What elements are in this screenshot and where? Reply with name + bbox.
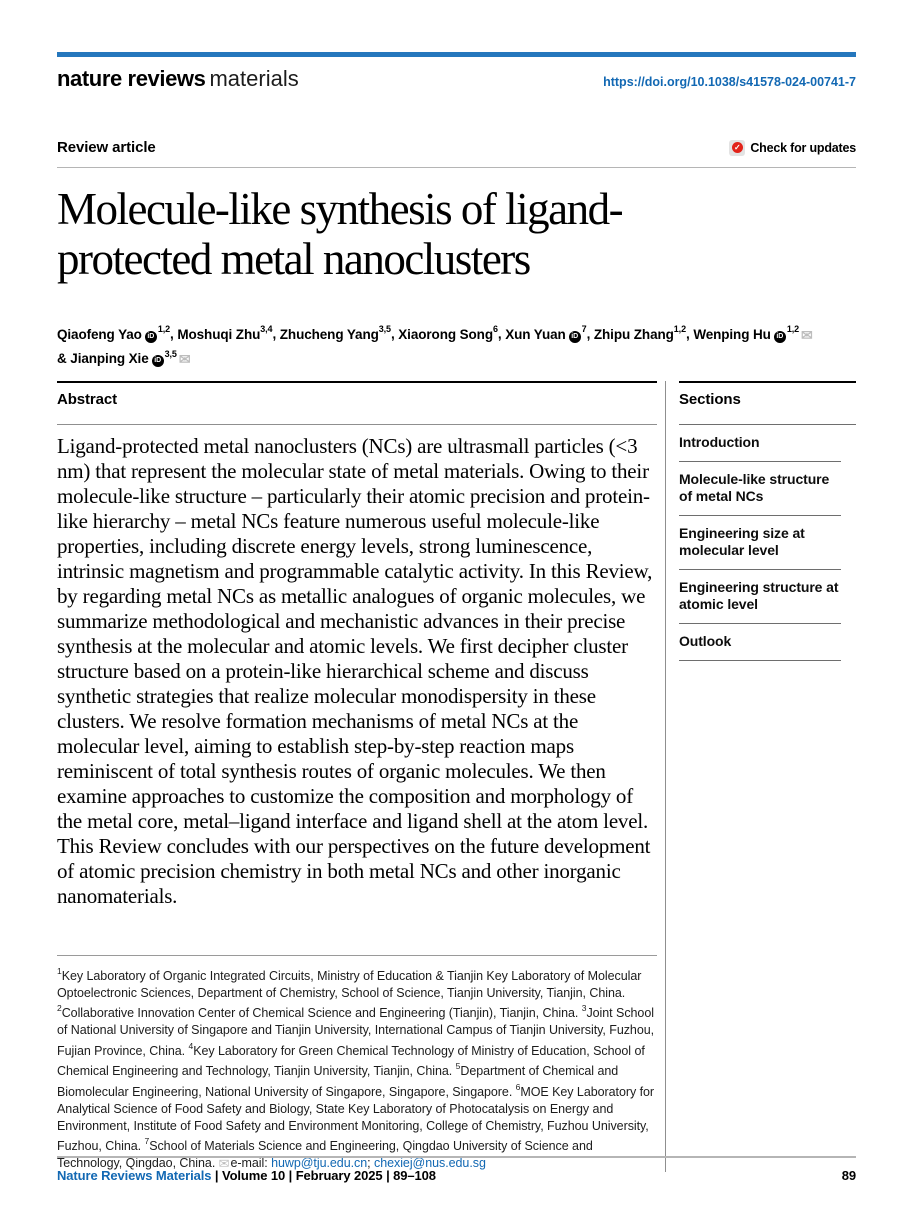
main-content <box>57 381 856 1172</box>
journal-logo-bold: nature reviews <box>57 66 206 91</box>
sections-block <box>679 381 856 661</box>
sections-sidebar <box>665 381 856 1172</box>
author-affiliation-sup: 1,2 <box>157 324 171 334</box>
abstract-heading-rule <box>57 424 657 425</box>
section-link-engineering-structure-at-atomic-level[interactable]: Engineering structure at atomic level <box>679 570 841 624</box>
author-affiliation-sup: 1,2 <box>786 324 800 334</box>
affiliation-number: 7 <box>144 1136 150 1147</box>
page-title: Molecule-like synthesis of ligand-protected metal nanoclusters <box>57 184 623 284</box>
orcid-icon[interactable]: iD <box>774 331 786 343</box>
abstract-column <box>57 381 657 1172</box>
doi-link[interactable]: https://doi.org/10.1038/s41578-024-00741-7 <box>603 75 856 89</box>
affiliation-number: 2 <box>57 1003 62 1014</box>
email-icon[interactable]: ✉ <box>178 351 191 367</box>
article-type-label: Review article <box>57 139 156 156</box>
author-affiliation-sup: 1,2 <box>673 324 686 334</box>
sections-list <box>679 425 856 661</box>
article-type-row <box>57 139 856 168</box>
abstract-block <box>57 381 657 909</box>
affiliation-number: 3 <box>581 1003 587 1014</box>
author-affiliation-sup: 3,5 <box>378 324 391 334</box>
page-footer <box>57 1156 856 1183</box>
email-link[interactable]: huwp@tju.edu.cn <box>271 1155 368 1170</box>
affiliation-number: 1 <box>57 966 62 976</box>
brand-color-bar <box>57 52 856 57</box>
sections-heading: Sections <box>679 391 741 408</box>
section-link-outlook[interactable]: Outlook <box>679 624 841 661</box>
orcid-icon[interactable]: iD <box>145 331 157 343</box>
masthead <box>57 66 856 92</box>
author-name: Xiaorong Song$^6$ <box>398 324 498 342</box>
footer-citation <box>57 1168 436 1183</box>
check-for-updates-button[interactable] <box>729 140 856 156</box>
author-name: Xun Yuan $iD^7$ <box>505 324 587 342</box>
affiliation-number: 4 <box>188 1040 194 1051</box>
envelope-icon: ✉ <box>218 1155 230 1171</box>
section-link-molecule-like-structure-of-metal-ncs[interactable]: Molecule-like structure of metal NCs <box>679 462 841 516</box>
page-number: 89 <box>841 1168 856 1183</box>
author-name: Zhipu Zhang$^{1,2}$ <box>593 324 686 342</box>
crossmark-icon: ✓ <box>729 140 745 156</box>
author-affiliation-sup: 6 <box>492 324 498 334</box>
orcid-icon[interactable]: iD <box>569 331 581 343</box>
journal-logo-light: materials <box>209 66 299 91</box>
author-name: Wenping Hu iD$^{1,2}$ ✉ <box>693 324 813 343</box>
author-name: & Jianping Xie iD$^{3,5}$ ✉ <box>57 348 191 367</box>
footer-volume-info: | Volume 10 | February 2025 | 89–108 <box>211 1168 436 1183</box>
author-affiliation-sup: 7 <box>581 324 587 334</box>
affiliations-footnotes: $^1$Key Laboratory of Organic Integrated Circuits, Ministry of Education & Tianjin Key Laboratory of Molecular Optoelectronic Sciences, Department of Chemistry, School of Science, Tianjin University, Tianjin, China. $^2$Collaborative Innovation Center of Chemical Science and Engineering (Tianjin), Tianjin, China. $^3$Joint School of National University of Singapore and Tianjin University, International Campus of Tianjin University, Fuzhou, Fujian Province, China. $^4$Key Laboratory for Green Chemical Technology of Ministry of Education, School of Chemical Engineering and Technology, Tianjin University, Tianjin, China. $^5$Department of Chemical and Biomolecular Engineering, National University of Singapore, Singapore, Singapore. $^6$MOE Key Laboratory for Analytical Science of Food Safety and Biology, State Key Laboratory of Photocatalysis on Energy and Environment, Institute of Food Safety and Environment Monitoring, College of Chemistry, Fuzhou University, Fuzhou, China. $^7$School of Materials Science and Engineering, Qingdao University of Science and Technology, Qingdao, China. ✉e-mail: huwp@tju.edu.cn; chexiej@nus.edu.sg <box>57 955 657 1172</box>
affiliation-number: 5 <box>455 1061 461 1072</box>
author-name: Moshuqi Zhu$^{3,4}$ <box>177 324 273 342</box>
check-for-updates-label: Check for updates <box>750 140 856 155</box>
journal-logo <box>57 66 299 92</box>
abstract-heading: Abstract <box>57 391 118 408</box>
affiliation-number: 6 <box>515 1082 521 1093</box>
orcid-icon[interactable]: iD <box>152 355 164 367</box>
section-link-introduction[interactable]: Introduction <box>679 425 841 462</box>
author-affiliation-sup: 3,5 <box>164 348 177 359</box>
author-list: Qiaofeng Yao iD$^{1,2}$, Moshuqi Zhu$^{3,4}$, Zhucheng Yang$^{3,5}$, Xiaorong Song$^6$, Xun Yuan $iD^7$, Zhipu Zhang$^{1,2}$, Wenping Hu iD$^{1,2}$ ✉ & Jianping Xie iD$^{3,5}$ ✉ <box>57 324 813 367</box>
email-link[interactable]: chexiej@nus.edu.sg <box>374 1155 486 1170</box>
email-icon[interactable]: ✉ <box>801 326 813 343</box>
section-link-engineering-size-at-molecular-level[interactable]: Engineering size at molecular level <box>679 516 841 570</box>
abstract-text: Ligand-protected metal nanoclusters (NCs) are ultrasmall particles (<3 nm) that represent the molecular state of metal materials. Owing to their molecule-like structure – particularly their atomic precision and protein-like hierarchy – metal NCs feature numerous useful molecule-like properties, including discrete energy levels, strong luminescence, intrinsic magnetism and programmable catalytic activity. In this Review, by regarding metal NCs as metallic analogues of organic molecules, we summarize methodological and mechanistic advances in their precise synthesis at the molecular and atomic levels. We first decipher cluster structure based on a protein-like hierarchical scheme and discuss synthetic strategies that realize molecular monodispersity in these clusters. We resolve formation mechanisms of metal NCs at the molecular level, aiming to establish step-by-step reaction maps reminiscent of total synthesis routes of organic molecules. We then examine approaches to customize the composition and morphology of the metal core, metal–ligand interface and ligand shell at the atom level. This Review concludes with our perspectives on the future development of atomic precision chemistry in both metal NCs and other inorganic nanomaterials. <box>57 434 653 908</box>
author-affiliation-sup: 3,4 <box>260 324 273 334</box>
author-name: Qiaofeng Yao iD$^{1,2}$ <box>57 324 171 342</box>
footer-journal-link[interactable]: Nature Reviews Materials <box>57 1168 212 1183</box>
author-name: Zhucheng Yang$^{3,5}$ <box>279 324 391 342</box>
